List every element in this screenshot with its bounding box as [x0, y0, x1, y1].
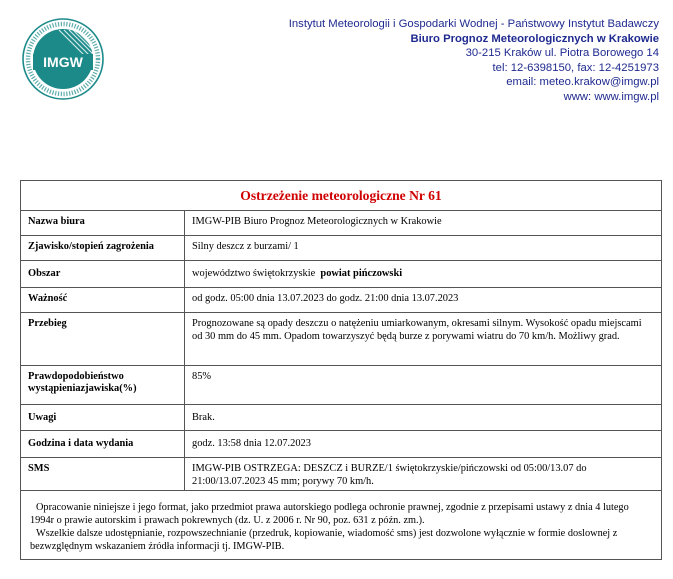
row-biuro: [21, 211, 661, 236]
row-zjawisko: [21, 236, 661, 261]
row-sms: [21, 458, 661, 491]
address: 30-215 Kraków ul. Piotra Borowego 14: [465, 47, 659, 60]
label-waznosc: Ważność: [28, 293, 68, 304]
warning-document: [20, 180, 662, 560]
value-waznosc: od godz. 05:00 dnia 13.07.2023 do godz. 21:00 dnia 13.07.2023: [184, 288, 661, 312]
website: www: www.imgw.pl: [563, 90, 659, 103]
logo-text: IMGW: [43, 54, 83, 70]
row-waznosc: [21, 288, 661, 313]
row-przebieg: [21, 313, 661, 366]
copyright-paragraph-2: Wszelkie dalsze udostępnianie, rozpowszechnianie (przedruk, kopiowanie, wiadomość sms) jest dozwolone wyłącznie w formie doslownej z bezwzględnym wskazaniem źródła informacji tj. IMGW-PIB.: [30, 528, 618, 552]
office-name: Biuro Prognoz Meteorologicznych w Krakowie: [410, 32, 659, 45]
value-obszar-county: powiat pińczowski: [320, 268, 403, 279]
email: email: meteo.krakow@imgw.pl: [506, 76, 659, 89]
row-obszar: [21, 261, 661, 288]
label-biuro: Nazwa biura: [28, 216, 85, 227]
warning-title: Ostrzeżenie meteorologiczne Nr 61: [21, 181, 661, 211]
value-obszar-region: województwo świętokrzyskie: [192, 268, 316, 279]
value-godzina: godz. 13:58 dnia 12.07.2023: [184, 431, 661, 457]
copyright-paragraph-1: Opracowanie niniejsze i jego format, jako przedmiot prawa autorskiego podlega ochronie prawnej, zgodnie z przepisami ustawy z dnia 4 lutego 1994r o prawie autorskim i prawach pokrewnych (dz. U. z 2006 r. Nr 90, poz. 631 z późn. zm.).: [30, 502, 629, 526]
label-godzina: Godzina i data wydania: [28, 438, 134, 449]
value-przebieg: Prognozowane są opady deszczu o natężeniu umiarkowanym, okresami silnym. Wysokość opadu miejscami od 30 mm do 45 mm. Opadom towarzyszyć będą burze z porywami wiatru do 70 km/h. Możliwy grad.: [184, 313, 661, 365]
value-zjawisko: Silny deszcz z burzami/ 1: [184, 236, 661, 260]
institute-name: Instytut Meteorologii i Gospodarki Wodnej - Państwowy Instytut Badawczy: [288, 18, 659, 30]
value-prawdopodobienstwo: 85%: [184, 366, 661, 404]
institution-header: [289, 17, 659, 105]
value-obszar: [184, 261, 661, 287]
label-przebieg: Przebieg: [28, 318, 67, 329]
value-uwagi: Brak.: [184, 405, 661, 430]
row-uwagi: [21, 405, 661, 431]
label-obszar: Obszar: [28, 268, 61, 279]
label-zjawisko: Zjawisko/stopień zagrożenia: [28, 241, 154, 252]
value-sms: IMGW-PIB OSTRZEGA: DESZCZ i BURZE/1 świętokrzyskie/pińczowski od 05:00/13.07 do 21:00/13.07.2023 45 mm; porywy 70 km/h.: [184, 458, 661, 490]
copyright-notice: [21, 491, 661, 559]
imgw-logo: [22, 18, 104, 100]
row-prawdopodobienstwo: [21, 366, 661, 405]
label-prawdopodobienstwo: Prawdopodobieństwo wystąpieniazjawiska(%): [28, 371, 137, 395]
label-sms: SMS: [28, 463, 50, 474]
value-biuro: IMGW-PIB Biuro Prognoz Meteorologicznych w Krakowie: [184, 211, 661, 235]
row-godzina: [21, 431, 661, 458]
label-uwagi: Uwagi: [28, 412, 57, 423]
phone-fax: tel: 12-6398150, fax: 12-4251973: [492, 61, 659, 74]
